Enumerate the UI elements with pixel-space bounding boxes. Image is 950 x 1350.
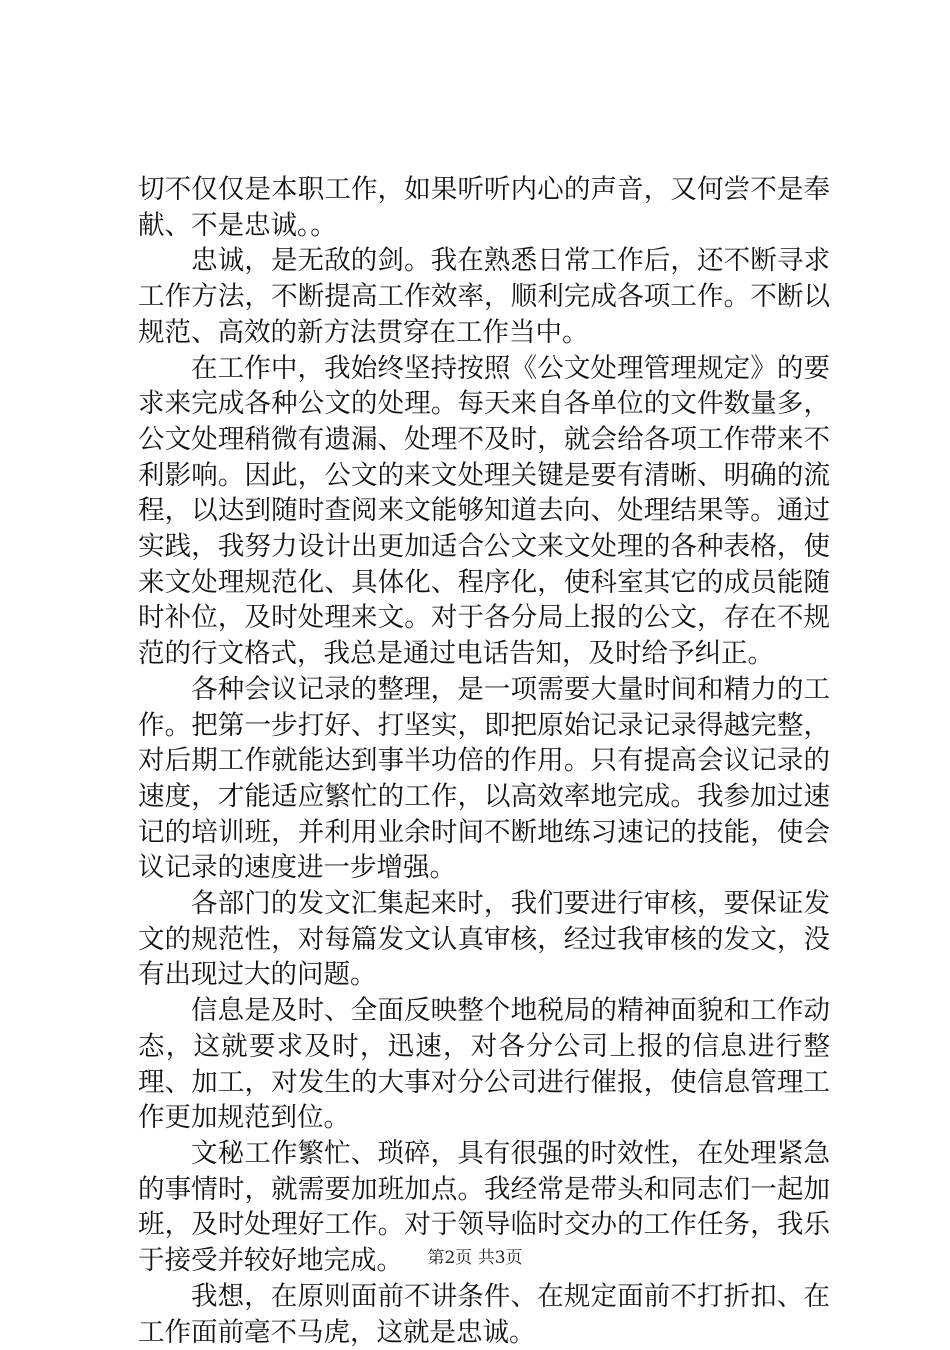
paragraph: 信息是及时、全面反映整个地税局的精神面貌和工作动态，这就要求及时，迅速，对各分公司上报的信息进行整理、加工，对发生的大事对分公司进行催报，使信息管理工作更加规范到位。 xyxy=(138,995,830,1134)
paragraph: 文秘工作繁忙、琐碎，具有很强的时效性，在处理紧急的事情时，就需要加班加点。我经常是带头和同志们一起加班，及时处理好工作。对于领导临时交办的工作任务，我乐于接受并较好地完成。 xyxy=(138,1137,830,1277)
paragraph: 我想，在原则面前不讲条件、在规定面前不打折扣、在工作面前毫不马虎，这就是忠诚。 xyxy=(138,1280,830,1348)
paragraph: 各部门的发文汇集起来时，我们要进行审核，要保证发文的规范性，对每篇发文认真审核，经过我审核的发文，没有出现过大的问题。 xyxy=(138,888,830,991)
document-body xyxy=(138,172,830,1350)
page-number-footer: 第2页 共3页 xyxy=(427,1248,523,1268)
paragraph: 忠诚，是无敌的剑。我在熟悉日常工作后，还不断寻求工作方法，不断提高工作效率，顺利完成各项工作。不断以规范、高效的新方法贯穿在工作当中。 xyxy=(138,245,830,348)
paragraph: 各种会议记录的整理，是一项需要大量时间和精力的工作。把第一步打好、打坚实，即把原始记录记录得越完整，对后期工作就能达到事半功倍的作用。只有提高会议记录的速度，才能适应繁忙的工作，以高效率地完成。我参加过速记的培训班，并利用业余时间不断地练习速记的技能，使会议记录的速度进一步增强。 xyxy=(138,673,830,884)
paragraph: 切不仅仅是本职工作，如果听听内心的声音，又何尝不是奉献、不是忠诚。。 xyxy=(138,174,830,241)
paragraph: 在工作中，我始终坚持按照《公文处理管理规定》的要求来完成各种公文的处理。每天来自各单位的文件数量多，公文处理稍微有遗漏、处理不及时，就会给各项工作带来不利影响。因此，公文的来文处理关键是要有清晰、明确的流程，以达到随时查阅来文能够知道去向、处理结果等。通过实践，我努力设计出更加适合公文来文处理的各种表格，使来文处理规范化、具体化、程序化，使科室其它的成员能随时补位，及时处理来文。对于各分局上报的公文，存在不规范的行文格式，我总是通过电话告知，及时给予纠正。 xyxy=(138,352,830,670)
